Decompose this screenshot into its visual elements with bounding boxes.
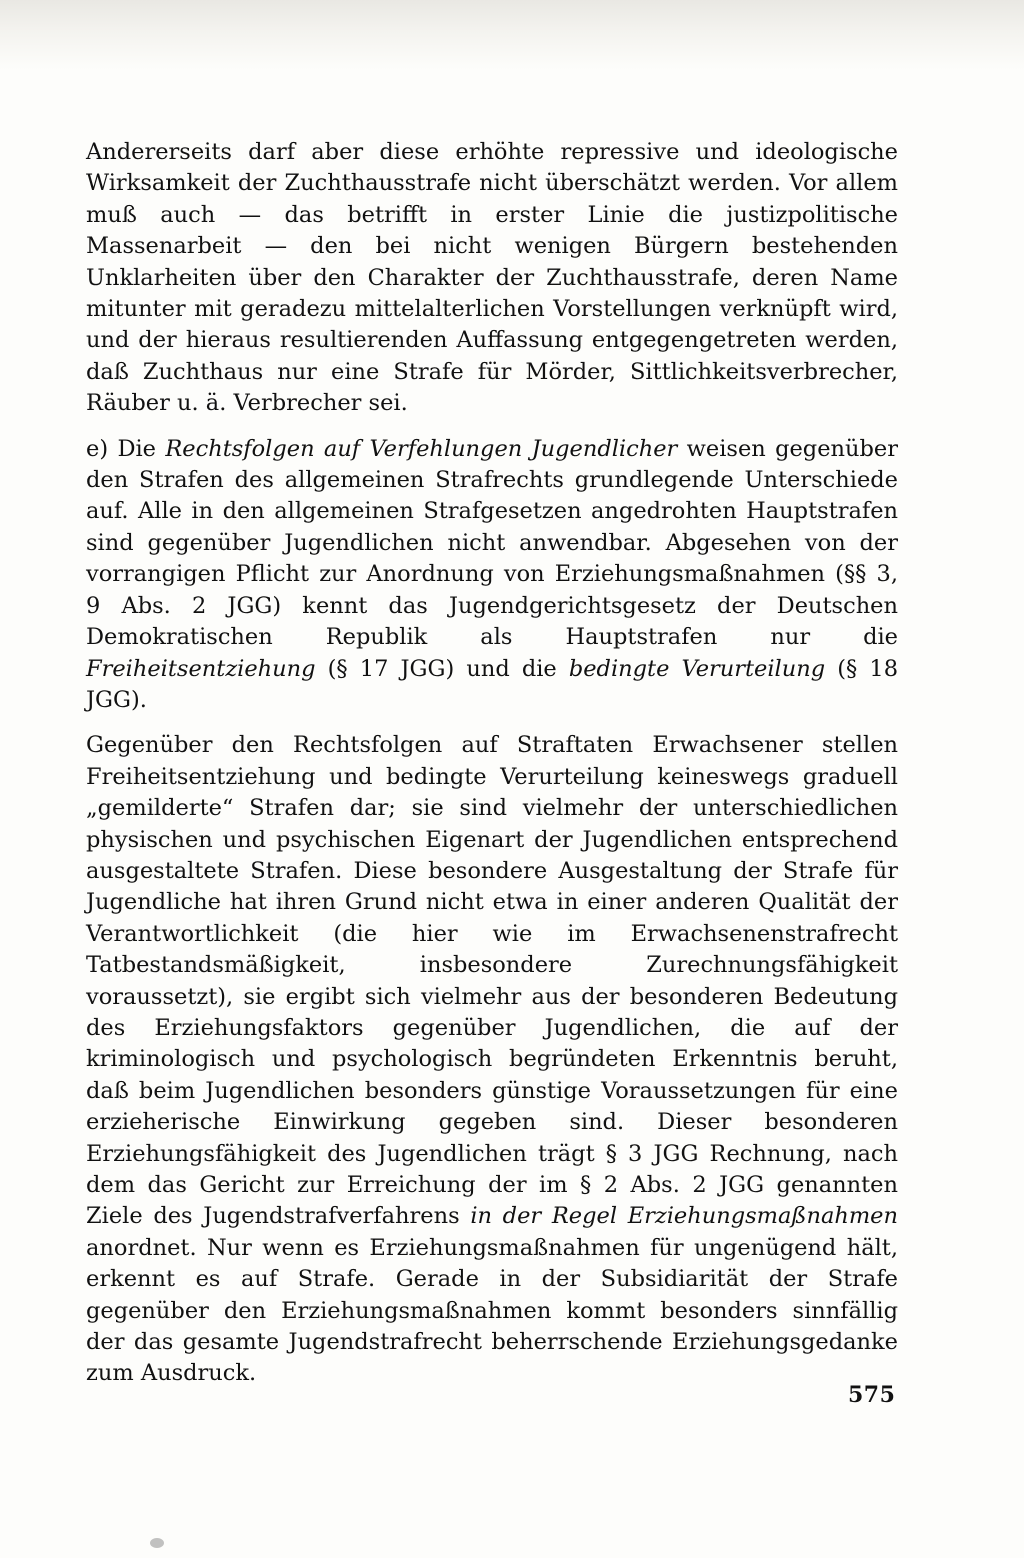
paragraph-zuchthausstrafe <box>86 137 898 420</box>
page-number: 575 <box>848 1382 896 1408</box>
paragraph-text: (§ 17 JGG) und die <box>315 655 569 682</box>
scan-speck <box>150 1538 164 1548</box>
emphasis-bedingte-verurteilung: bedingte Verurteilung <box>568 655 826 682</box>
paragraph-text: anordnet. Nur wenn es Erziehungsmaßnahmen für ungenügend hält, erkennt es auf Strafe. Gerade in der Subsidiarität der Strafe gegenüber den Erziehungsmaßnahmen kommt besonders sinnfällig der das gesamte Jugendstrafrecht beherrschende Erziehungsgedanke zum Ausdruck. <box>86 1234 898 1387</box>
paragraph-text: e) Die <box>86 435 166 462</box>
paragraph-text: Gegenüber den Rechtsfolgen auf Straftaten Erwachsener stellen Freiheitsentziehung und bedingte Verurteilung keineswegs graduell „gemilderte“ Strafen dar; sie sind vielmehr der unterschiedlichen physischen und psychischen Eigenart der Jugendlichen entsprechend ausgestaltete Strafen. Diese besondere Ausgestaltung der Strafe für Jugendliche hat ihren Grund nicht etwa in einer anderen Qualität der Verantwortlichkeit (die hier wie im Erwachsenenstrafrecht Tatbestandsmäßigkeit, insbesondere Zurechnungsfähigkeit voraussetzt), sie ergibt sich vielmehr aus der besonderen Bedeutung des Erziehungsfaktors gegenüber Jugendlichen, die auf der kriminologisch und psychologisch begründeten Erkenntnis beruht, daß beim Jugendlichen besonders günstige Voraussetzungen für eine erzieherische Einwirkung gegeben sind. Dieser besonderen Erziehungsfähigkeit des Jugendlichen trägt § 3 JGG Rechnung, nach dem das Gericht zur Erreichung der im § 2 Abs. 2 JGG genannten Ziele des Jugendstrafverfahrens <box>86 732 898 1230</box>
body-text <box>86 137 898 1390</box>
paragraph-text: Andererseits darf aber diese erhöhte repressive und ideologische Wirksamkeit der Zuchthausstrafe nicht überschätzt werden. Vor allem muß auch — das betrifft in erster Linie die justizpolitische Massenarbeit — den bei nicht wenigen Bürgern bestehenden Unklarheiten über den Charakter der Zuchthausstrafe, deren Name mitunter mit geradezu mittelalterlichen Vorstellungen verknüpft wird, und der hieraus resultierenden Auffassung entgegengetreten werden, daß Zuchthaus nur eine Strafe für Mörder, Sittlichkeitsverbrecher, Räuber u. ä. Verbrecher sei. <box>86 139 898 417</box>
paragraph-text: (§ 18 JGG). <box>86 655 899 713</box>
paragraph-text: weisen gegenüber den Strafen des allgemeinen Strafrechts grundlegende Unterschiede auf. Alle in den allgemeinen Strafgesetzen angedrohten Hauptstrafen sind gegenüber Jugendlichen nicht anwendbar. Abgesehen von der vorrangigen Pflicht zur Anordnung von Erziehungsmaßnahmen (§§ 3, 9 Abs. 2 JGG) kennt das Jugendgerichtsgesetz der Deutschen Demokratischen Republik als Hauptstrafen nur die <box>86 435 898 651</box>
emphasis-erziehungsmassnahmen: in der Regel Erziehungsmaßnahmen <box>470 1203 898 1230</box>
scan-edge-shadow <box>0 0 1024 70</box>
emphasis-freiheitsentziehung: Freiheitsentziehung <box>86 655 316 682</box>
paragraph-erwachsener-vergleich <box>86 730 898 1390</box>
paragraph-rechtsfolgen-jugendlicher <box>86 434 898 717</box>
emphasis-rechtsfolgen: Rechtsfolgen auf Verfehlungen Jugendlicher <box>165 435 678 462</box>
